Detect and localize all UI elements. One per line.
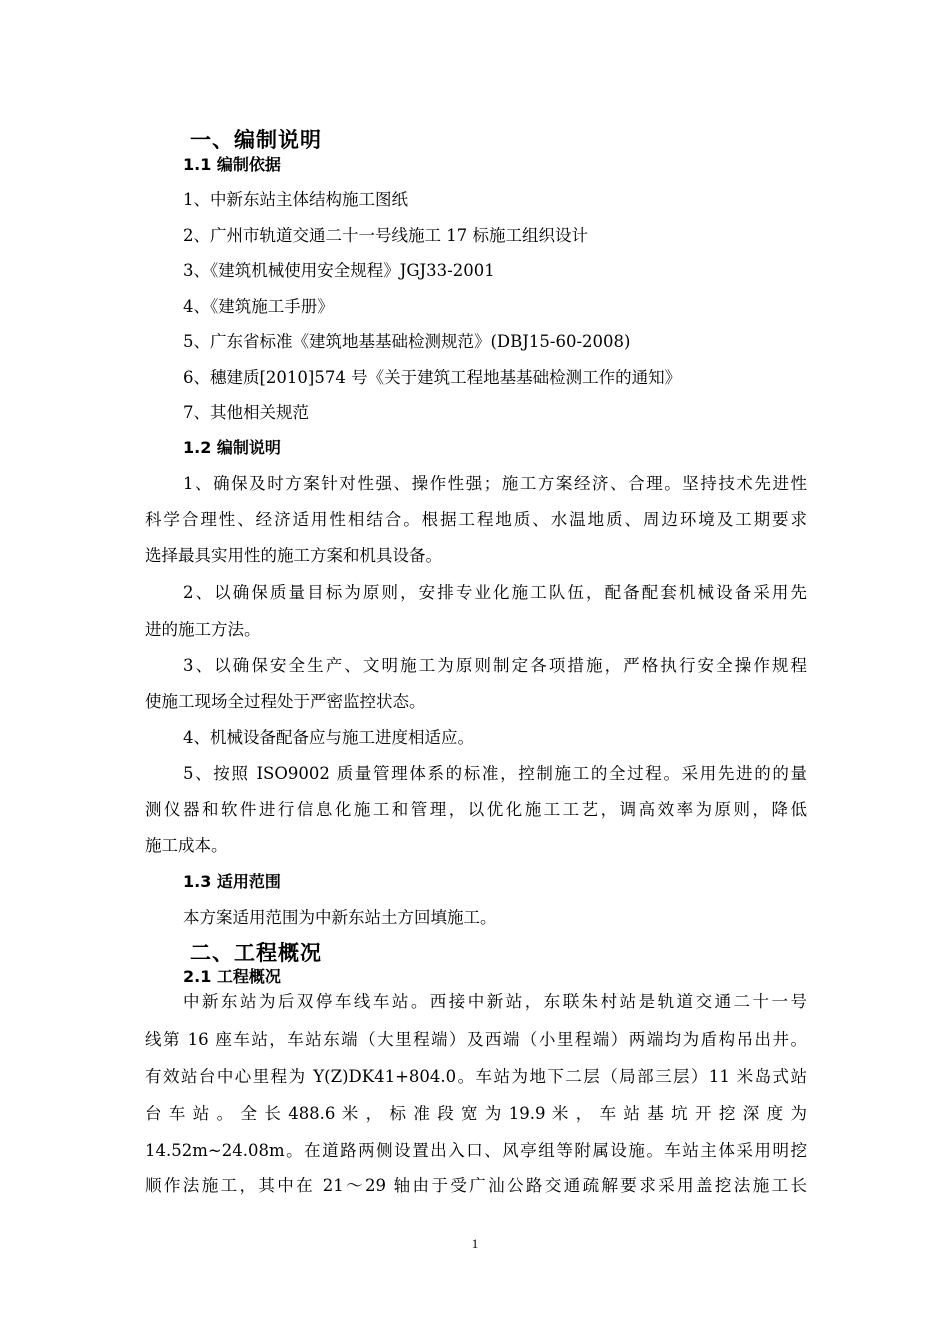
paragraph-line: 1、确保及时方案针对性强、操作性强；施工方案经济、合理。坚持技术先进性 (183, 474, 807, 493)
page-number: 1 (471, 1236, 479, 1251)
basis-item: 3、《建筑机械使用安全规程》JGJ33-2001 (183, 261, 495, 280)
section-1-heading: 一、编制说明 (190, 128, 322, 152)
paragraph-line: 4、机械设备配备应与施工进度相适应。 (183, 728, 474, 747)
paragraph-line: 3、以确保安全生产、文明施工为原则制定各项措施，严格执行安全操作规程 (183, 656, 807, 675)
basis-item: 5、广东省标准《建筑地基基础检测规范》(DBJ15-60-2008) (183, 332, 631, 351)
paragraph-line: 14.52m~24.08m。在道路两侧设置出入口、风亭组等附属设施。车站主体采用明挖 (145, 1141, 807, 1160)
basis-item: 2、广州市轨道交通二十一号线施工 17 标施工组织设计 (183, 226, 588, 245)
section-1-3-heading: 1.3 适用范围 (183, 872, 281, 891)
paragraph-line: 中新东站为后双停车线车站。西接中新站，东联朱村站是轨道交通二十一号 (183, 992, 807, 1011)
paragraph-line: 2、以确保质量目标为原则，安排专业化施工队伍，配备配套机械设备采用先 (183, 583, 807, 602)
paragraph-line: 有效站台中心里程为 Y(Z)DK41+804.0。车站为地下二层（局部三层）11 米岛式站 (145, 1067, 807, 1086)
paragraph-line: 顺作法施工，其中在 21～29 轴由于受广汕公路交通疏解要求采用盖挖法施工长 (145, 1176, 807, 1195)
section-1-2-heading: 1.2 编制说明 (183, 438, 281, 457)
paragraph-line: 进的施工方法。 (145, 620, 261, 639)
section-1-1-heading: 1.1 编制依据 (183, 155, 281, 174)
paragraph-line: 科学合理性、经济适用性相结合。根据工程地质、水温地质、周边环境及工期要求 (145, 510, 807, 529)
scope-text: 本方案适用范围为中新东站土方回填施工。 (183, 908, 497, 927)
paragraph-line: 线第 16 座车站，车站东端（大里程端）及西端（小里程端）两端均为盾构吊出井。 (145, 1030, 807, 1049)
section-2-1-heading: 2.1 工程概况 (183, 967, 281, 986)
basis-item: 1、中新东站主体结构施工图纸 (183, 190, 408, 209)
paragraph-line: 选择最具实用性的施工方案和机具设备。 (145, 546, 442, 565)
basis-item: 4、《建筑施工手册》 (183, 297, 334, 316)
paragraph-line: 施工成本。 (145, 836, 228, 855)
paragraph-line: 测仪器和软件进行信息化施工和管理，以优化施工工艺，调高效率为原则，降低 (145, 800, 807, 819)
paragraph-line: 使施工现场全过程处于严密监控状态。 (145, 692, 426, 711)
basis-item: 6、穗建质[2010]574 号《关于建筑工程地基基础检测工作的通知》 (183, 368, 682, 387)
section-2-heading: 二、工程概况 (190, 941, 322, 965)
paragraph-line: 台 车 站 。 全 长 488.6 米 ， 标 准 段 宽 为 19.9 米 ， 车 站 基 坑 开 挖 深 度 为 (145, 1104, 807, 1123)
paragraph-line: 5、按照 ISO9002 质量管理体系的标准，控制施工的全过程。采用先进的的量 (183, 764, 807, 783)
basis-item: 7、其他相关规范 (183, 403, 309, 422)
